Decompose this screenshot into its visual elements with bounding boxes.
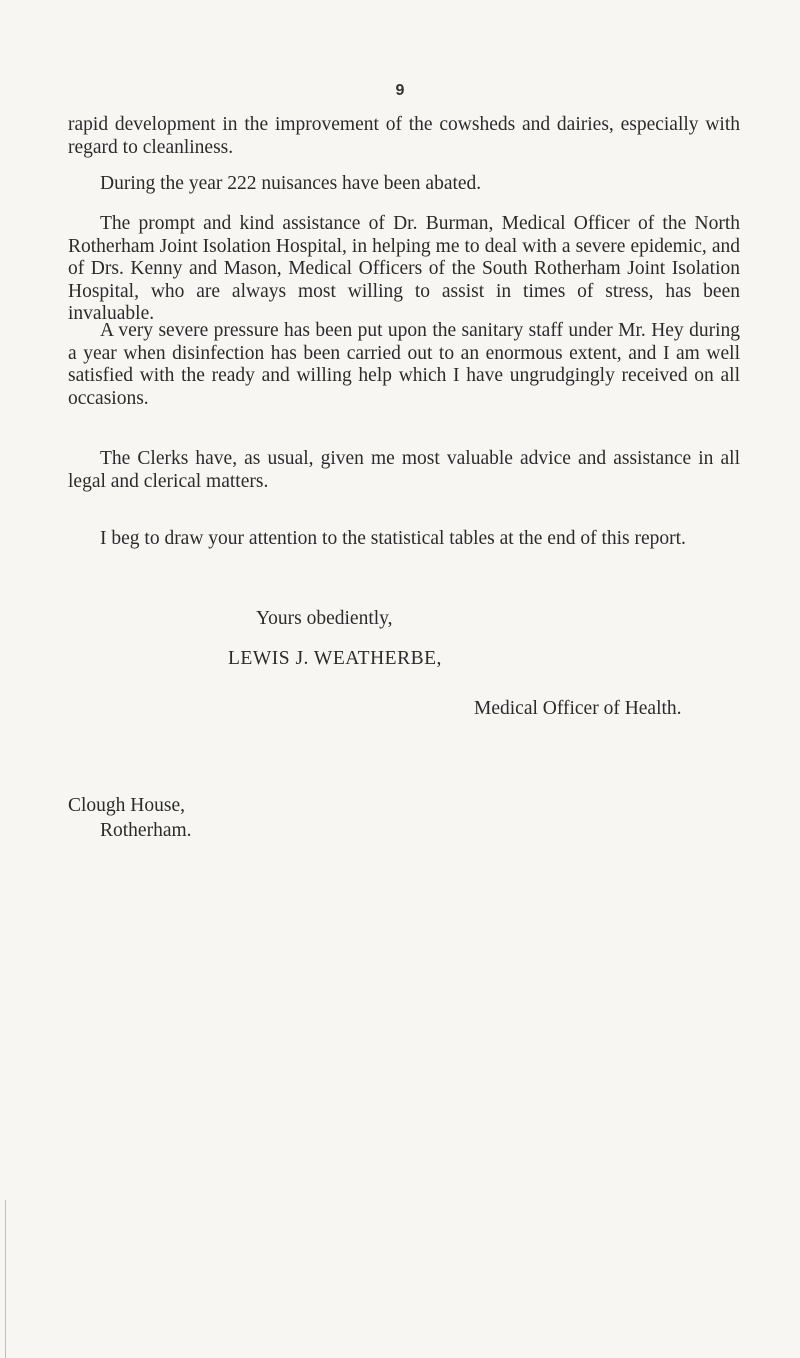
page-number: 9 (395, 82, 405, 99)
paragraph-clerks: The Clerks have, as usual, given me most valuable advice and assistance in all legal and clerical matters. (68, 448, 740, 492)
paragraph-assistance: The prompt and kind assistance of Dr. Burman, Medical Officer of the North Rotherham Joint Isolation Hospital, in helping me to deal with a severe epidemic, and of Drs. Kenny and Mason, Medical Officers of the South Rotherham Joint Isolation Hospital, who are always most willing to assist in times of stress, has been invaluable. (68, 213, 740, 324)
closing-salutation: Yours obediently, (256, 608, 393, 629)
address-line-2: Rotherham. (100, 820, 192, 841)
signature-title: Medical Officer of Health. (474, 698, 682, 719)
signature-name: LEWIS J. WEATHERBE, (228, 648, 442, 669)
scan-edge-line (5, 1200, 6, 1358)
paragraph-nuisances: During the year 222 nuisances have been abated. (100, 173, 482, 194)
address-line-1: Clough House, (68, 795, 185, 816)
paragraph-continuation: rapid development in the improvement of the cowsheds and dairies, especially with regard to cleanliness. (68, 114, 740, 158)
paragraph-sanitary-staff: A very severe pressure has been put upon the sanitary staff under Mr. Hey during a year when disinfection has been carried out to an enormous extent, and I am well satisfied with the ready and willing help which I have ungrudgingly received on all occasions. (68, 320, 740, 409)
paragraph-statistical-tables: I beg to draw your attention to the statistical tables at the end of this report. (100, 528, 686, 549)
